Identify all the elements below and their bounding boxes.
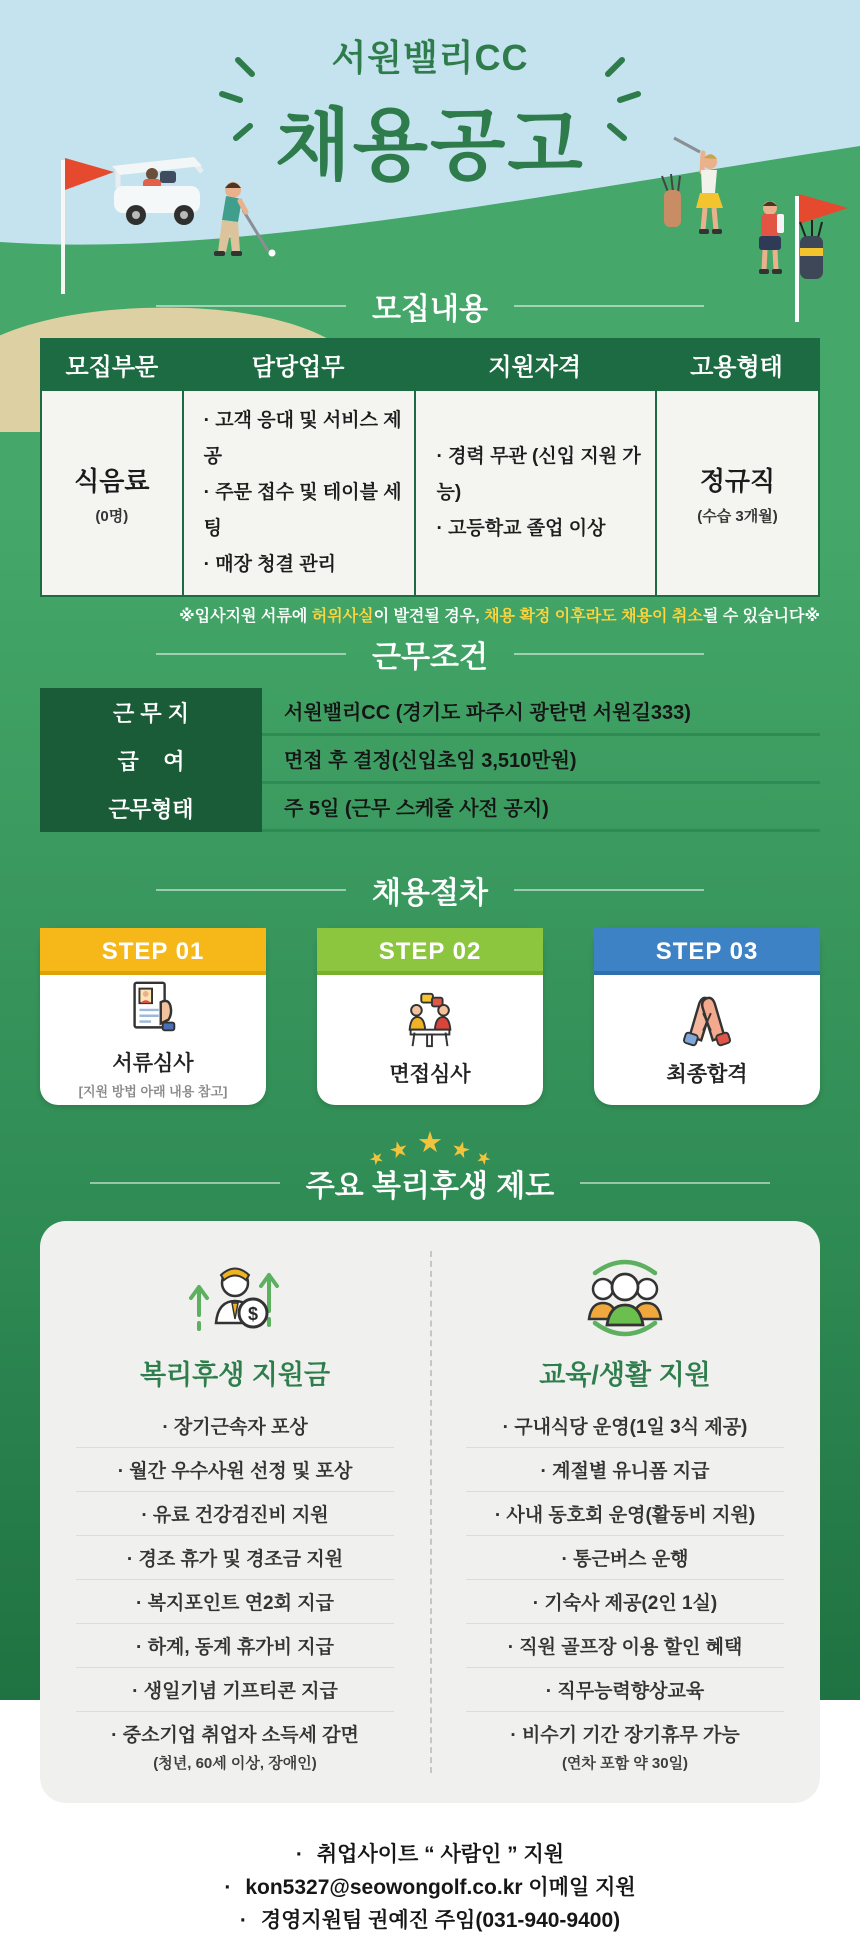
step-card-2: [317, 928, 543, 1105]
section-title-conditions: [0, 636, 860, 675]
benefit-item: · 구내식당 운영(1일 3식 제공): [466, 1404, 784, 1447]
star-icon: ★: [448, 1135, 474, 1165]
apply-line-saramin: · 취업사이트 “ 사람인 ” 지원: [40, 1839, 820, 1872]
apply-line-email: · kon5327@seowongolf.co.kr 이메일 지원: [40, 1872, 820, 1905]
benefits-panel: [40, 1221, 820, 1803]
benefit-item: · 사내 동호회 운영(활동비 지원): [466, 1491, 784, 1535]
divider-line: [156, 305, 346, 307]
cell-part: [42, 391, 182, 595]
divider-line: [580, 1182, 770, 1184]
divider-line: [90, 1182, 280, 1184]
company-name: 서원밸리CC: [331, 37, 529, 78]
part-name: 식음료: [74, 465, 150, 496]
duty-item: · 매장 청결 관리: [204, 547, 407, 583]
step-card-1: [40, 928, 266, 1105]
step-card-3: [594, 928, 820, 1105]
employment-type: 정규직: [699, 465, 776, 496]
star-icon: ★: [365, 1146, 388, 1171]
benefit-sub-life: (연차 포함 약 30일): [561, 1755, 689, 1773]
apply-line-contact: · 경영지원팀 권예진 주임(031-940-9400): [40, 1905, 820, 1938]
interview-icon: [398, 988, 462, 1050]
apply-info-box: [40, 1823, 820, 1955]
cell-qualifications: [414, 391, 655, 595]
benefit-col-welfare: [40, 1249, 430, 1773]
benefit-item: · 생일기념 기프티콘 지급: [76, 1667, 394, 1711]
salary-growth-icon: [183, 1249, 287, 1345]
qualification-item: · 고등학교 졸업 이상: [436, 511, 647, 547]
step-3-body: [594, 975, 820, 1105]
benefit-item: · 통근버스 운행: [466, 1535, 784, 1579]
col-header-duties: 담당업무: [251, 354, 345, 381]
col-header-part: 모집부문: [65, 354, 159, 381]
benefit-list-life: [466, 1404, 784, 1755]
divider-line: [514, 305, 704, 307]
section-title-benefits: [0, 1165, 860, 1204]
warning-text: 이 발견될 경우,: [373, 608, 485, 626]
step-2-body: [317, 975, 543, 1105]
duty-item: · 주문 접수 및 테이블 세팅: [204, 475, 407, 547]
warning-text: 될 수 있습니다※: [702, 608, 820, 626]
section-title-process-label: 채용절차: [372, 877, 488, 911]
divider-line: [156, 889, 346, 891]
step-3-title: 최종합격: [666, 1063, 748, 1087]
warning-highlight: 채용 확정 이후라도 채용이 취소: [484, 608, 703, 626]
step-1-note: [지원 방법 아래 내용 참고]: [78, 1083, 228, 1099]
section-title-process: [0, 872, 860, 911]
section-title-recruit-label: 모집내용: [372, 293, 488, 326]
section-title-conditions-label: 근무조건: [372, 641, 488, 675]
col-header-qualification: 지원자격: [488, 354, 582, 381]
page-title: 채용공고: [275, 101, 585, 189]
benefit-item: · 기숙사 제공(2인 1실): [466, 1579, 784, 1623]
warning-highlight: 허위사실: [311, 608, 374, 626]
step-1-body: [40, 975, 266, 1105]
benefit-item: · 복지포인트 연2회 지급: [76, 1579, 394, 1623]
step-1-title: 서류심사: [112, 1051, 194, 1075]
divider-line: [514, 653, 704, 655]
highfive-icon: [675, 988, 739, 1050]
condition-value-workplace: [262, 688, 820, 736]
fraud-warning: [40, 603, 820, 626]
condition-value-salary: [262, 736, 820, 784]
resume-icon: [121, 977, 185, 1039]
step-2-title: 면접심사: [389, 1063, 471, 1087]
benefit-item: · 유료 건강검진비 지원: [76, 1491, 394, 1535]
recruit-table: [40, 338, 820, 597]
warning-text: ※입사지원 서류에: [179, 608, 312, 626]
divider-line: [514, 889, 704, 891]
benefit-item: · 월간 우수사원 선정 및 포상: [76, 1447, 394, 1491]
svg-text:$: $: [247, 1304, 259, 1325]
condition-label-salary: 급 여: [40, 736, 262, 784]
condition-label-workplace: 근 무 지: [40, 688, 262, 736]
benefit-sub-welfare: (청년, 60세 이상, 장애인): [153, 1755, 317, 1773]
benefit-item: · 계절별 유니폼 지급: [466, 1447, 784, 1491]
process-steps: [40, 928, 820, 1105]
benefit-item: · 직원 골프장 이용 할인 혜택: [466, 1623, 784, 1667]
cell-duties: [182, 391, 415, 595]
benefit-title-welfare: 복리후생 지원금: [139, 1360, 331, 1391]
benefit-item: · 경조 휴가 및 경조금 지원: [76, 1535, 394, 1579]
employment-probation: (수습 3개월): [697, 507, 778, 525]
duty-item: · 고객 응대 및 서비스 제공: [204, 403, 407, 475]
benefit-item: · 비수기 기간 장기휴무 가능: [466, 1711, 784, 1755]
benefit-item: · 직무능력향상교육: [466, 1667, 784, 1711]
step-1-badge: STEP 01: [40, 928, 266, 975]
recruit-table-header: [42, 340, 818, 391]
part-headcount: (0명): [95, 507, 129, 525]
step-3-badge: STEP 03: [594, 928, 820, 975]
cell-employment: [655, 391, 818, 595]
col-header-employment: 고용형태: [690, 354, 783, 381]
worktype-value: 주 5일 (근무 스케줄 사전 공지): [284, 798, 549, 821]
salary-value: 면접 후 결정(신입초임 3,510만원): [284, 750, 577, 773]
star-icon: ★: [417, 1127, 443, 1160]
benefit-list-welfare: [76, 1404, 394, 1755]
recruit-table-row: [42, 391, 818, 595]
benefit-item: · 하계, 동계 휴가비 지급: [76, 1623, 394, 1667]
condition-label-worktype: 근무형태: [40, 784, 262, 832]
workplace-value: 서원밸리CC (경기도 파주시 광탄면 서원길333): [284, 702, 691, 725]
benefit-col-life: [430, 1249, 820, 1773]
stars-decoration: [0, 1127, 860, 1171]
benefit-title-life: 교육/생활 지원: [539, 1360, 711, 1391]
section-title-recruit: [0, 288, 860, 324]
star-icon: ★: [386, 1135, 412, 1165]
condition-value-worktype: [262, 784, 820, 832]
star-icon: ★: [472, 1146, 495, 1171]
qualification-item: · 경력 무관 (신입 지원 가능): [436, 439, 647, 511]
benefit-item: · 중소기업 취업자 소득세 감면: [76, 1711, 394, 1755]
divider-line: [156, 653, 346, 655]
team-circle-icon: [573, 1249, 677, 1345]
conditions-table: [40, 688, 820, 832]
benefit-item: · 장기근속자 포상: [76, 1404, 394, 1447]
step-2-badge: STEP 02: [317, 928, 543, 975]
section-title-benefits-label: 주요 복리후생 제도: [305, 1170, 555, 1204]
